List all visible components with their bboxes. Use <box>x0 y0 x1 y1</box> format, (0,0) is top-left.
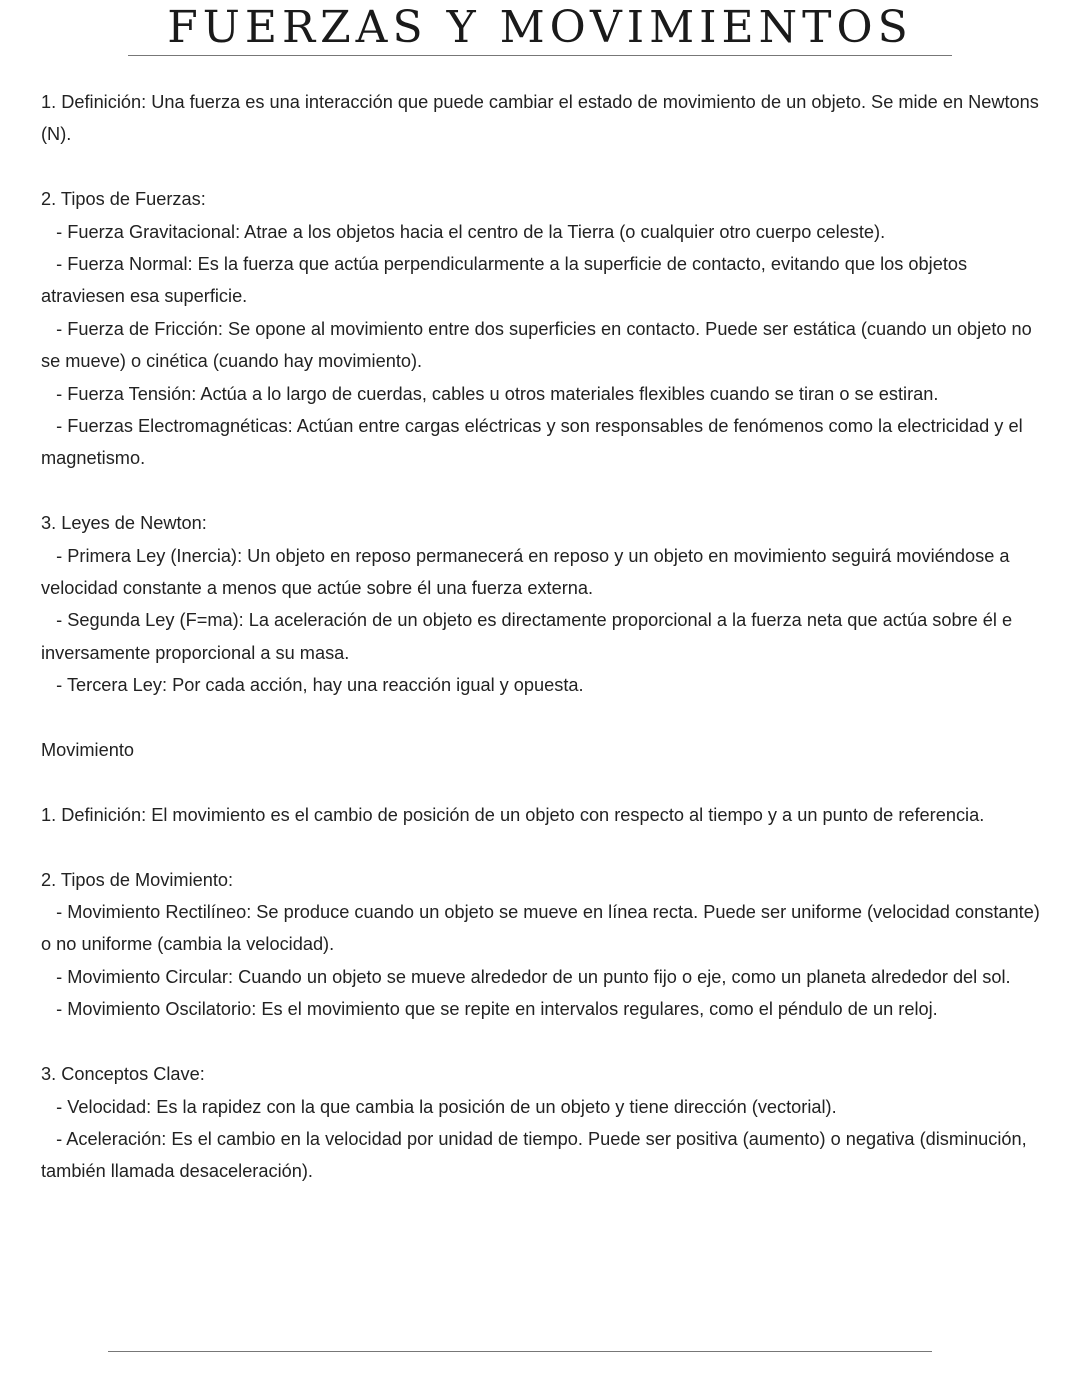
section-title: Movimiento <box>41 740 134 761</box>
list-item: - Velocidad: Es la rapidez con la que cambia la posición de un objeto y tiene dirección (vectorial). <box>41 1096 837 1117</box>
list-item: - Fuerza Gravitacional: Atrae a los objetos hacia el centro de la Tierra (o cualquier otro cuerpo celeste). <box>41 221 886 242</box>
list-item: - Movimiento Oscilatorio: Es el movimiento que se repite en intervalos regulares, como el péndulo de un reloj. <box>41 999 938 1020</box>
section-heading: 3. Conceptos Clave: <box>41 1064 205 1085</box>
list-item: - Aceleración: Es el cambio en la velocidad por unidad de tiempo. Puede ser positiva (aumento) o negativa (disminución, también llamada desaceleración). <box>41 1128 1032 1182</box>
blank-line <box>41 475 1041 507</box>
list-item: - Fuerza Tensión: Actúa a lo largo de cuerdas, cables u otros materiales flexibles cuando se tiran o se estiran. <box>41 383 939 404</box>
list-item: - Fuerza Normal: Es la fuerza que actúa perpendicularmente a la superficie de contacto, evitando que los objetos atraviesen esa superficie. <box>41 254 973 307</box>
section-heading: 2. Tipos de Fuerzas: <box>41 189 206 210</box>
paragraph: 1. Definición: Una fuerza es una interacción que puede cambiar el estado de movimiento de un objeto. Se mide en Newtons (N). <box>41 92 1044 145</box>
blank-line <box>41 151 1041 183</box>
list-item: - Movimiento Circular: Cuando un objeto se mueve alrededor de un punto fijo o eje, como un planeta alrededor del sol. <box>41 966 1011 987</box>
section-heading: 3. Leyes de Newton: <box>41 513 207 534</box>
list-item: - Segunda Ley (F=ma): La aceleración de un objeto es directamente proporcional a la fuerza neta que actúa sobre él e inversamente proporcional a su masa. <box>41 610 1018 663</box>
list-item: - Fuerzas Electromagnéticas: Actúan entre cargas eléctricas y son responsables de fenómenos como la electricidad y el magnetismo. <box>41 416 1028 469</box>
blank-line <box>41 766 1041 798</box>
blank-line <box>41 702 1041 734</box>
blank-line <box>41 1026 1041 1058</box>
list-item: - Fuerza de Fricción: Se opone al movimiento entre dos superficies en contacto. Puede ser estática (cuando un objeto no se mueve) o cinética (cuando hay movimiento). <box>41 318 1037 372</box>
section-heading: 2. Tipos de Movimiento: <box>41 869 234 890</box>
paragraph: 1. Definición: El movimiento es el cambio de posición de un objeto con respecto al tiempo y a un punto de referencia. <box>41 804 985 825</box>
blank-line <box>41 831 1041 863</box>
page-title: FUERZAS Y MOVIMIENTOS <box>167 2 913 53</box>
footer-divider <box>108 1351 932 1352</box>
document-body <box>41 86 1045 1188</box>
list-item: - Movimiento Rectilíneo: Se produce cuando un objeto se mueve en línea recta. Puede ser uniforme (velocidad constante) o no uniforme (cambia la velocidad). <box>41 902 1045 955</box>
list-item: - Tercera Ley: Por cada acción, hay una reacción igual y opuesta. <box>41 675 584 696</box>
list-item: - Primera Ley (Inercia): Un objeto en reposo permanecerá en reposo y un objeto en movimiento seguirá moviéndose a velocidad constante a menos que actúe sobre él una fuerza externa. <box>41 545 1015 599</box>
title-divider <box>128 55 952 56</box>
